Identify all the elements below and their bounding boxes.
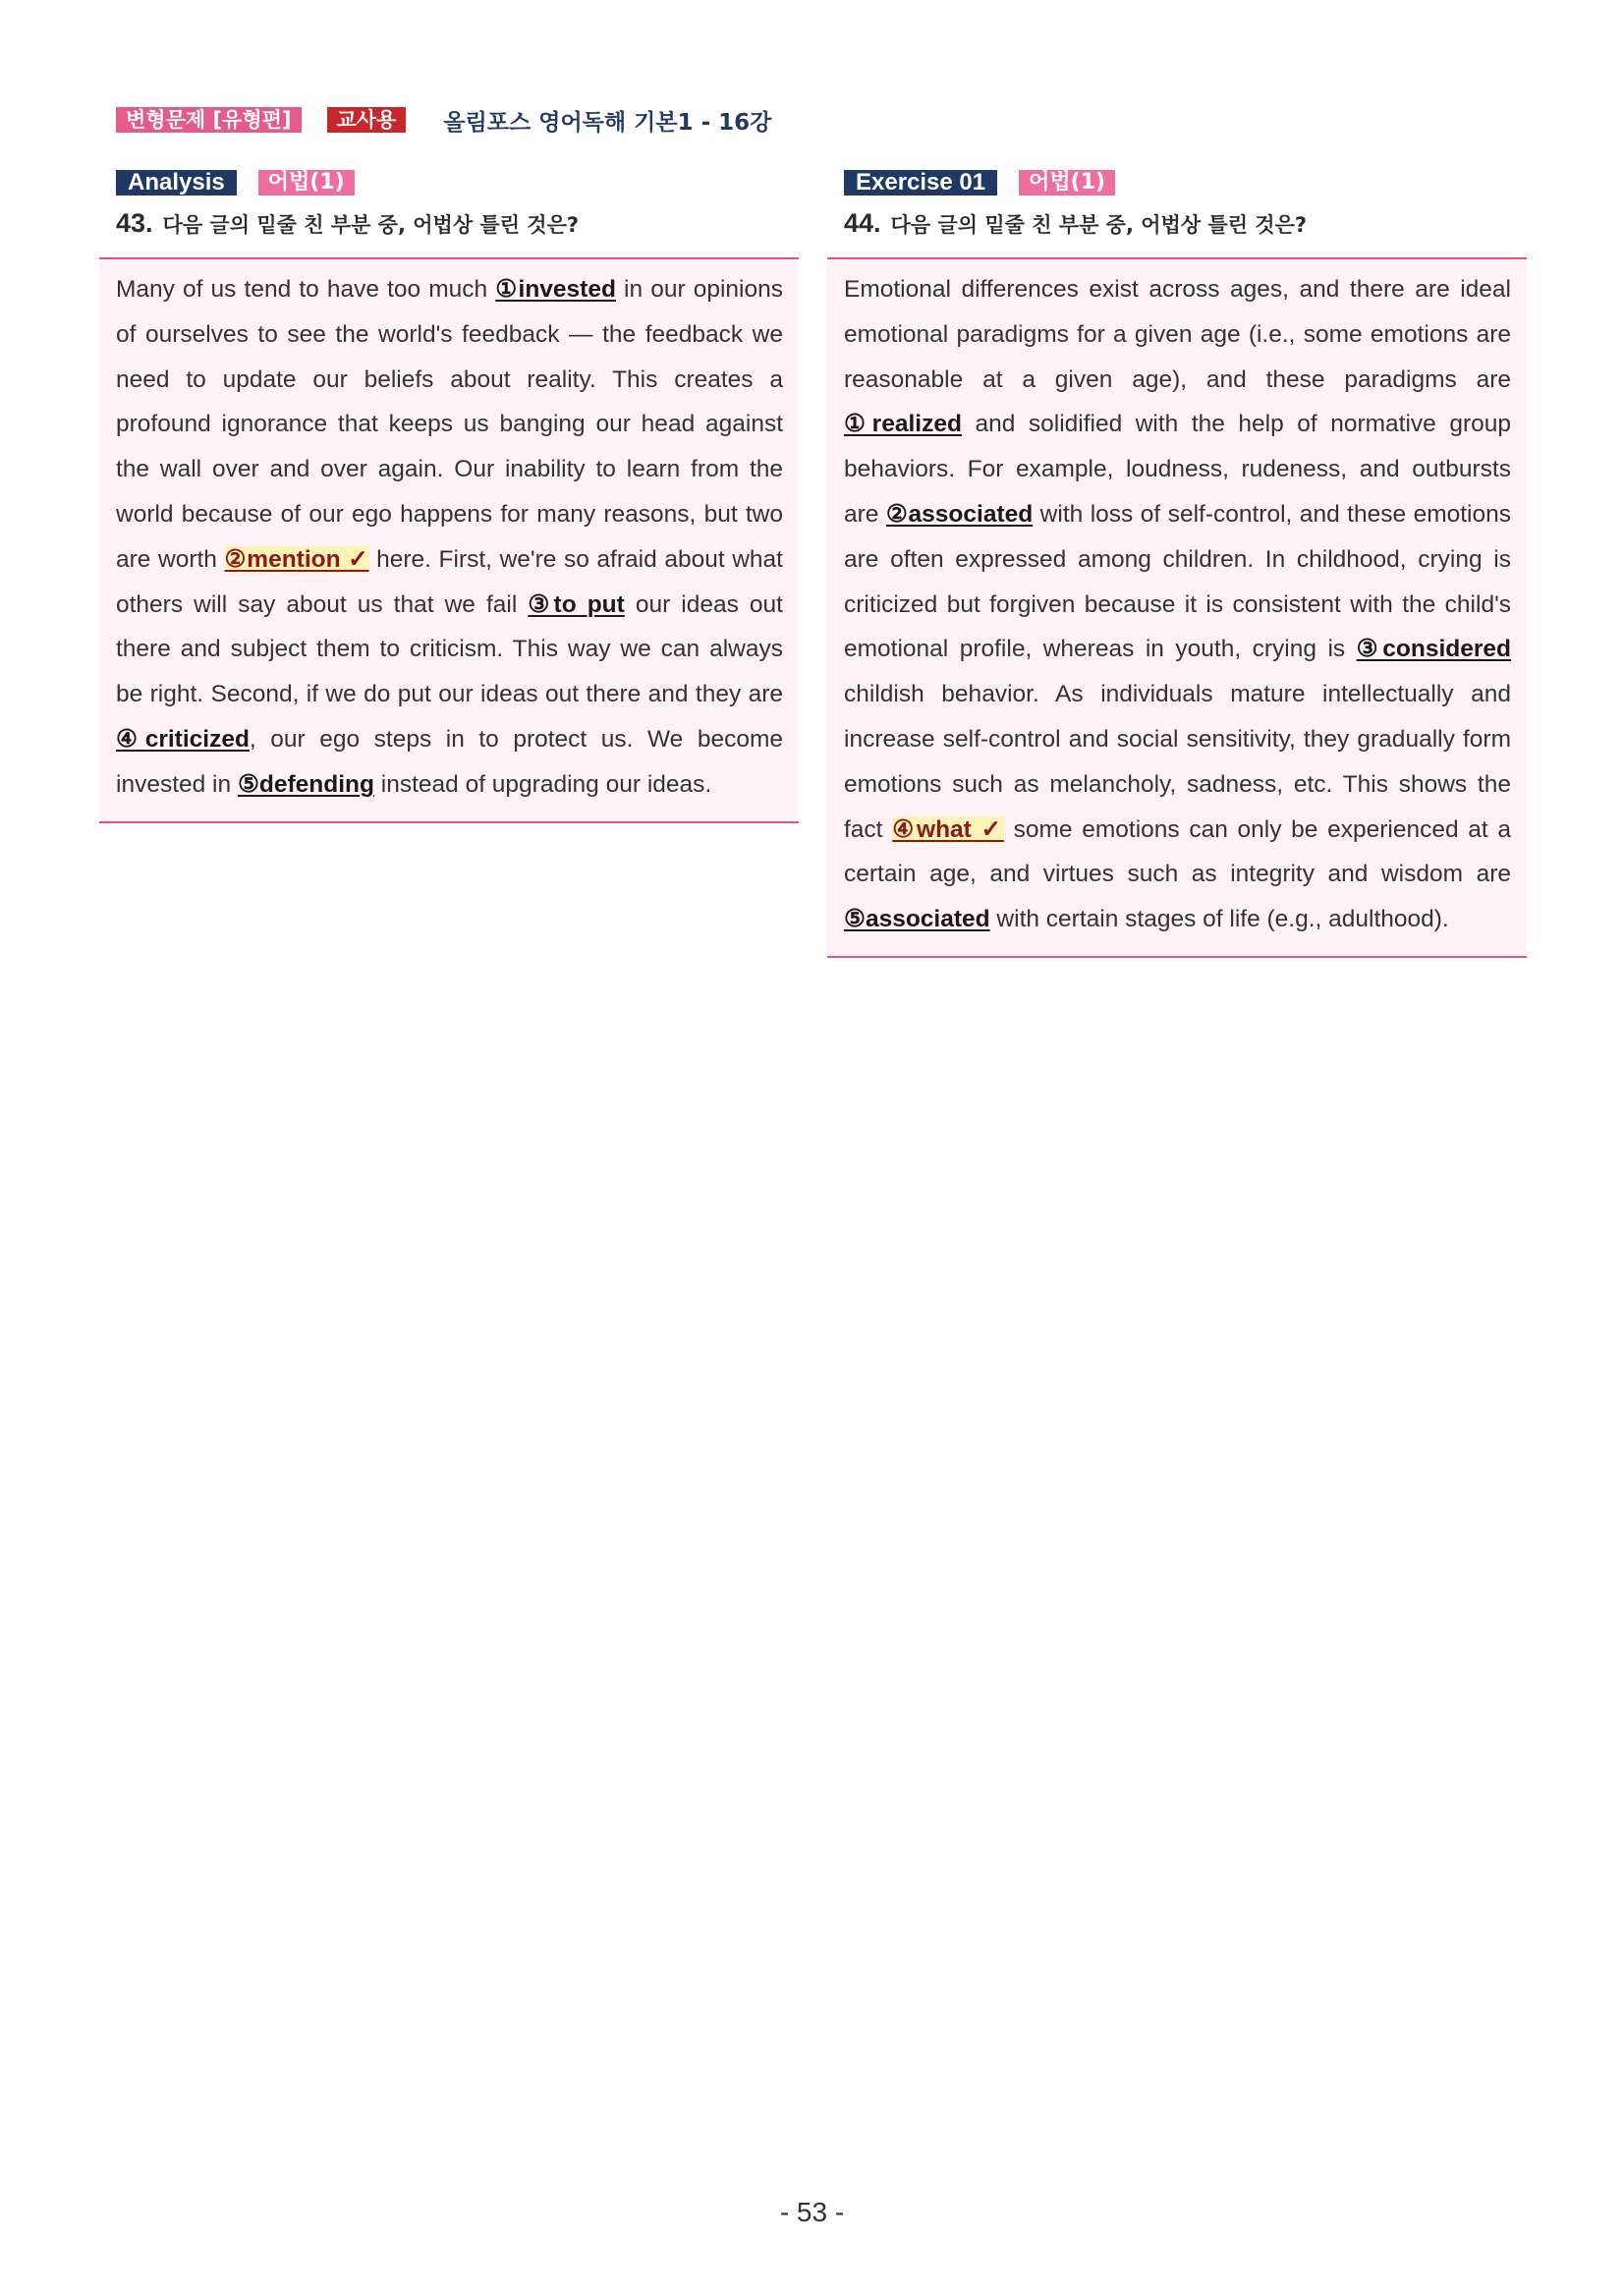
passage-segment: our ideas out there and subject them to criticism. This way we can always be right. Second, if we do put our ideas out there and they are (116, 590, 783, 708)
type-tag: 변형문제 [유형편] (116, 107, 302, 133)
underlined-choice-3: ③to put (528, 590, 625, 618)
underlined-choice-2: ②associated (885, 500, 1034, 528)
passage-text (844, 267, 1511, 942)
book-title: 올림포스 영어독해 기본1 - 16강 (443, 109, 772, 136)
question-number: 44. (844, 208, 881, 238)
category-label: 어법(1) (258, 170, 355, 196)
passage-segment: and solidified with the help of normative group behaviors. For example, loudness, rudeness, and outbursts are (844, 411, 1511, 528)
category-label: 어법(1) (1019, 170, 1115, 196)
passage-box (99, 257, 799, 823)
exercise-column (827, 169, 1527, 958)
page-header (116, 104, 771, 136)
analysis-column (99, 169, 799, 823)
passage-text (116, 267, 783, 808)
passage-segment: childish behavior. As individuals mature intellectually and increase self-control and social sensitivity, they gradually form emotions such as melancholy, sadness, etc. This shows the fact (844, 681, 1511, 843)
passage-segment: Many of us tend to have too much (116, 276, 496, 303)
passage-segment: with certain stages of life (e.g., adulthood). (989, 906, 1449, 933)
underlined-choice-1: ①realized (844, 411, 962, 438)
passage-segment: in our opinions of ourselves to see the world's feedback — the feedback we need to update our beliefs about reality. This creates a profound ignorance that keeps us banging our head against the wall over and over again. Our inability to learn from the world because of our ego happens for many reasons, but two are worth (116, 276, 783, 573)
passage-box (827, 257, 1527, 958)
underlined-choice-1: ①invested (495, 276, 616, 303)
passage-segment: some emotions can only be experienced at a certain age, and virtues such as integrity and wisdom are (844, 815, 1512, 888)
section-label: Exercise 01 (844, 170, 997, 196)
passage-segment: , our ego steps in to protect us. We become invested in (116, 725, 784, 798)
underlined-choice-4: ④criticized (116, 725, 250, 753)
question-heading (99, 208, 799, 242)
underlined-choice-3: ③considered (1356, 636, 1511, 663)
answer-choice-2 (225, 546, 369, 573)
question-number: 43. (116, 208, 153, 238)
check-icon: ✓ (980, 815, 1004, 843)
teacher-tag: 교사용 (327, 107, 407, 133)
passage-segment: instead of upgrading our ideas. (373, 770, 712, 798)
section-label: Analysis (116, 170, 237, 196)
answer-word: ②mention (224, 545, 341, 573)
passage-segment: Emotional differences exist across ages, and there are ideal emotional paradigms for a given age (i.e., some emotions are reasonable at a given age), and these paradigms are (844, 276, 1511, 393)
underlined-choice-5: ⑤defending (237, 770, 374, 798)
page-number: - 53 - (779, 2197, 845, 2227)
passage-segment: here. First, we're so afraid about what others will say about us that we fail (116, 545, 783, 618)
answer-word: ④what (892, 815, 972, 843)
section-labels (99, 169, 799, 196)
underlined-choice-5: ⑤associated (844, 906, 990, 933)
check-icon: ✓ (348, 545, 369, 573)
question-text: 다음 글의 밑줄 친 부분 중, 어법상 틀린 것은? (162, 213, 580, 237)
answer-choice-4 (892, 816, 1004, 843)
question-text: 다음 글의 밑줄 친 부분 중, 어법상 틀린 것은? (890, 213, 1308, 237)
question-heading (827, 208, 1527, 242)
passage-segment: with loss of self-control, and these emotions are often expressed among children. In childhood, crying is criticized but forgiven because it is consistent with the child's emotional profile, whereas in youth, crying is (844, 500, 1511, 663)
section-labels (827, 169, 1527, 196)
